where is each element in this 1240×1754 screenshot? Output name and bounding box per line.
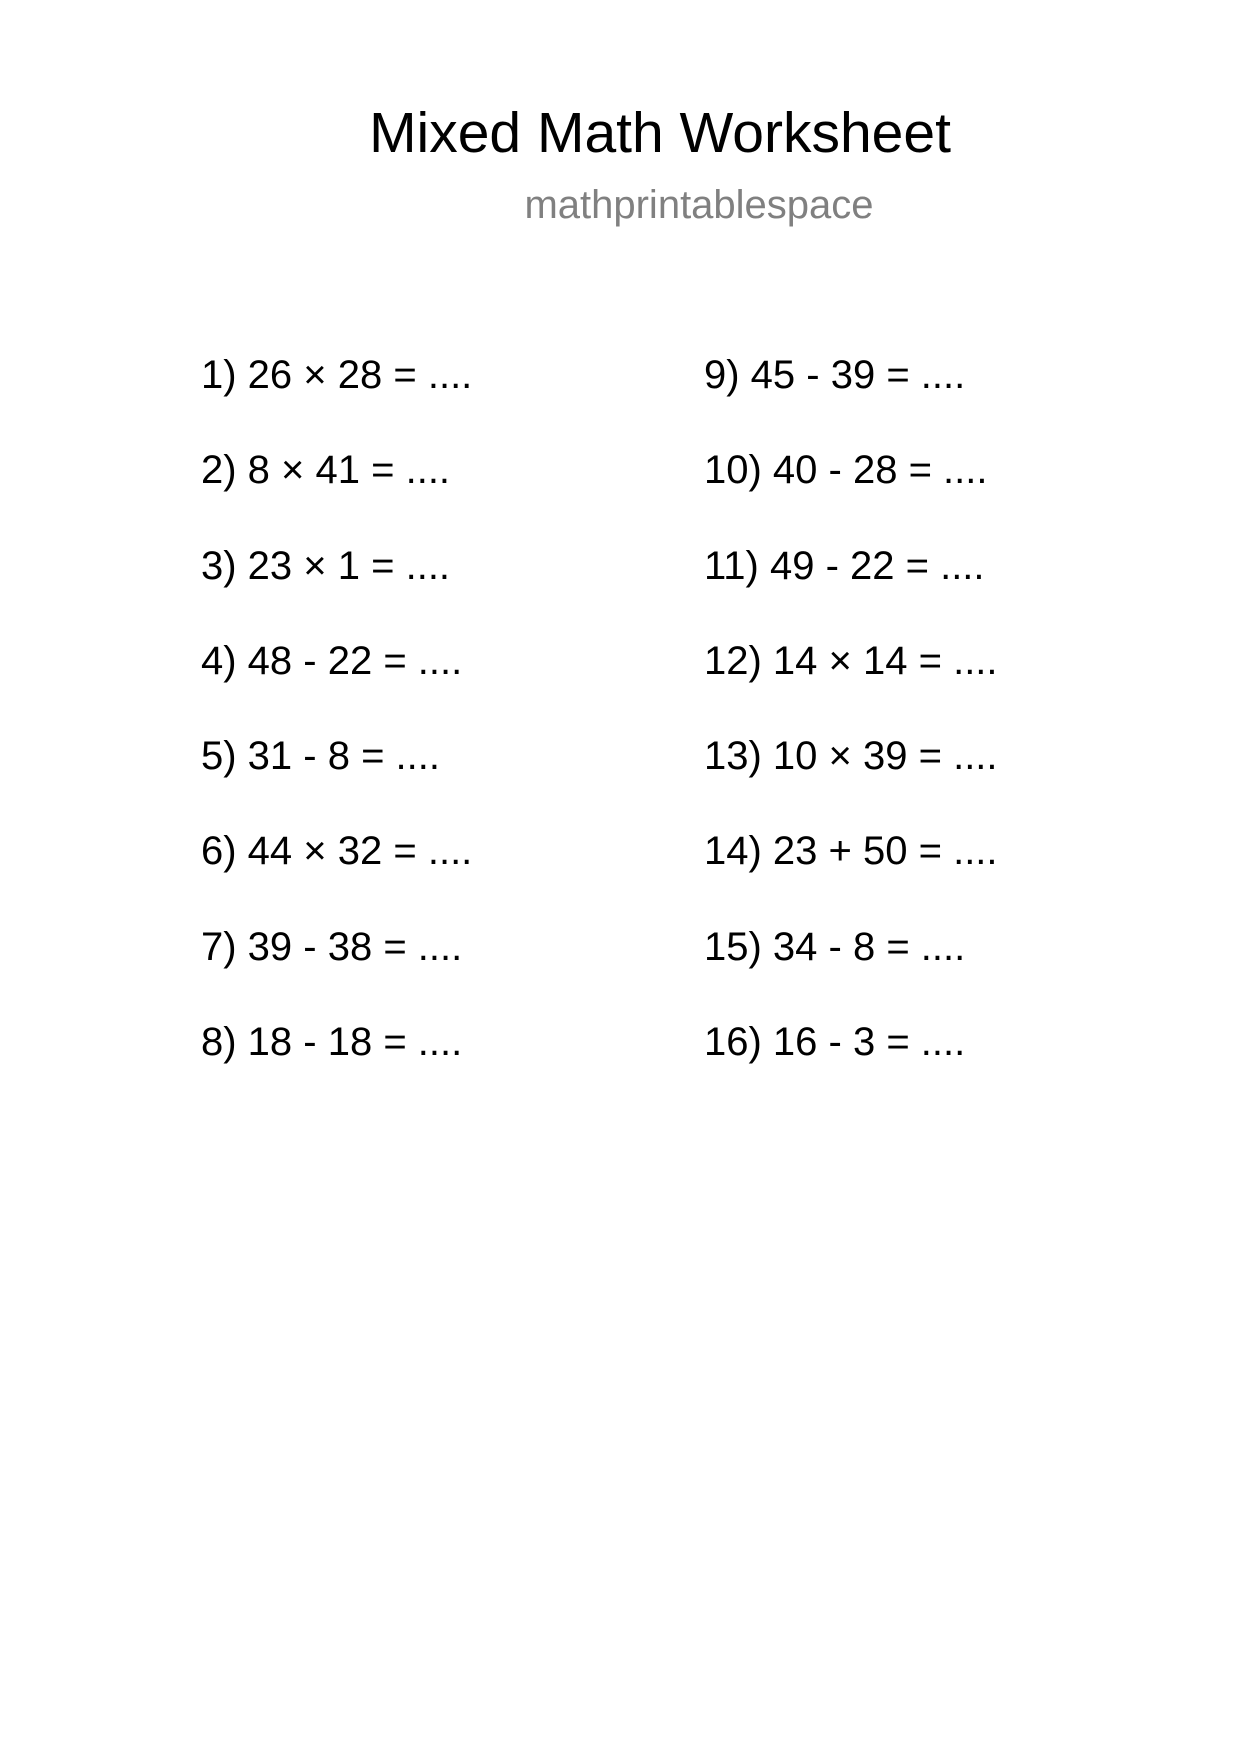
problem-10: 10) 40 - 28 = .... [704, 448, 988, 493]
problem-11: 11) 49 - 22 = .... [704, 543, 985, 588]
problem-4: 4) 48 - 22 = .... [201, 638, 463, 683]
source-label: mathprintablespace [524, 183, 874, 227]
problems-column-right [704, 350, 998, 1112]
problem-2: 2) 8 × 41 = .... [201, 448, 451, 493]
problem-5: 5) 31 - 8 = .... [201, 734, 441, 779]
problem-15: 15) 34 - 8 = .... [704, 924, 966, 969]
problem-9: 9) 45 - 39 = .... [704, 353, 966, 397]
problem-8: 8) 18 - 18 = .... [201, 1020, 463, 1065]
worksheet-title: Mixed Math Worksheet [369, 101, 951, 165]
problem-6: 6) 44 × 32 = .... [201, 829, 473, 874]
problem-3: 3) 23 × 1 = .... [201, 543, 451, 588]
problem-16: 16) 16 - 3 = .... [704, 1020, 966, 1065]
problem-7: 7) 39 - 38 = .... [201, 924, 463, 969]
problem-1: 1) 26 × 28 = .... [201, 353, 473, 397]
problem-14: 14) 23 + 50 = .... [704, 829, 998, 874]
problem-12: 12) 14 × 14 = .... [704, 638, 998, 683]
problem-13: 13) 10 × 39 = .... [704, 734, 998, 779]
problems-column-left [201, 350, 472, 1112]
